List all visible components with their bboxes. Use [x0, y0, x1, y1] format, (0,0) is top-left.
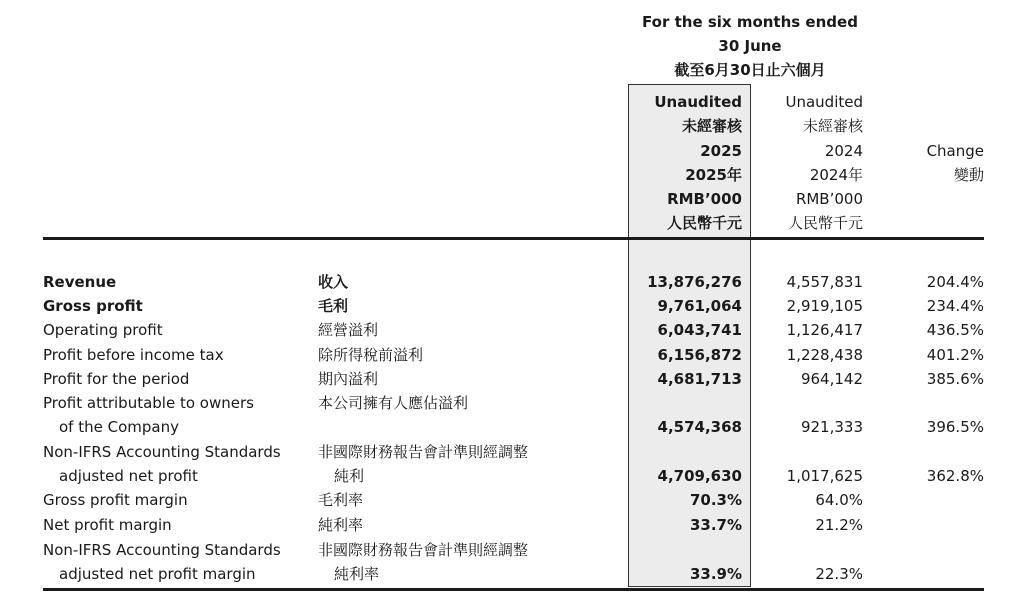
table-row-non-ifrs-net-profit [0, 464, 1032, 488]
value-2025: 13,876,276 [647, 273, 742, 291]
row-label-zh: 毛利率 [318, 491, 364, 509]
col-2024-status: Unaudited [785, 93, 863, 111]
row-label-zh-cont: 純利率 [334, 565, 380, 583]
value-2024: 64.0% [815, 491, 863, 509]
value-2025: 33.7% [689, 516, 742, 534]
col-2025-unit: RMB’000 [667, 190, 742, 208]
value-2024: 964,142 [800, 370, 863, 388]
value-2024: 1,228,438 [786, 346, 863, 364]
value-change: 396.5% [926, 418, 984, 436]
header-rule [43, 237, 984, 240]
row-label-zh: 收入 [318, 273, 349, 291]
table-row-profit-for-period [0, 367, 1032, 391]
row-label-zh: 本公司擁有人應佔溢利 [318, 394, 469, 412]
value-change: 436.5% [926, 321, 984, 339]
col-change-label-zh: 變動 [953, 166, 984, 184]
table-row-profit-before-tax [0, 343, 1032, 367]
col-2025-status: Unaudited [654, 93, 742, 111]
value-2024: 22.3% [815, 565, 863, 583]
table-row-non-ifrs-net-margin [0, 562, 1032, 586]
value-2024: 921,333 [800, 418, 863, 436]
col-2024-status-zh: 未經審核 [802, 117, 863, 135]
value-change: 385.6% [926, 370, 984, 388]
row-label-zh: 非國際財務報告會計準則經調整 [318, 541, 529, 559]
row-label-zh: 經營溢利 [318, 321, 379, 339]
col-2025-year: 2025 [700, 142, 742, 160]
row-label-en-cont: adjusted net profit margin [59, 565, 256, 583]
row-label-zh: 毛利 [318, 297, 349, 315]
table-row-gross-profit [0, 294, 1032, 318]
table-row-attributable-label [0, 391, 1032, 415]
value-2025: 4,574,368 [657, 418, 742, 436]
col-2024-unit: RMB’000 [795, 190, 863, 208]
table-row-profit-attributable [0, 415, 1032, 439]
period-header-line1: For the six months ended [642, 13, 858, 31]
value-2025: 70.3% [689, 491, 742, 509]
table-row-revenue [0, 270, 1032, 294]
row-label-en: Profit before income tax [43, 346, 224, 364]
row-label-zh: 除所得稅前溢利 [318, 346, 424, 364]
value-2024: 1,126,417 [786, 321, 863, 339]
table-row-net-margin [0, 513, 1032, 537]
value-2025: 6,043,741 [657, 321, 742, 339]
table-row-gross-margin [0, 488, 1032, 512]
table-row-non-ifrs-label [0, 440, 1032, 464]
value-change: 362.8% [926, 467, 984, 485]
row-label-en: Non-IFRS Accounting Standards [43, 443, 281, 461]
period-header-line2: 30 June [718, 37, 782, 55]
table-row-non-ifrs-margin-label [0, 538, 1032, 562]
table-row-operating-profit [0, 318, 1032, 342]
row-label-en: Net profit margin [43, 516, 172, 534]
value-2024: 1,017,625 [786, 467, 863, 485]
value-2025: 4,681,713 [657, 370, 742, 388]
value-2025: 9,761,064 [657, 297, 742, 315]
row-label-en: Gross profit margin [43, 491, 188, 509]
row-label-zh: 非國際財務報告會計準則經調整 [318, 443, 529, 461]
row-label-en: Non-IFRS Accounting Standards [43, 541, 281, 559]
col-2025-unit-zh: 人民幣千元 [666, 214, 742, 232]
value-change: 234.4% [926, 297, 984, 315]
col-2025-status-zh: 未經審核 [681, 117, 742, 135]
row-label-zh: 期內溢利 [318, 370, 379, 388]
row-label-en: Revenue [43, 273, 117, 291]
value-change: 204.4% [926, 273, 984, 291]
value-2025: 6,156,872 [657, 346, 742, 364]
row-label-en: Profit for the period [43, 370, 190, 388]
row-label-zh-cont: 純利 [334, 467, 365, 485]
period-header-line3: 截至6月30日止六個月 [674, 61, 826, 79]
value-change: 401.2% [926, 346, 984, 364]
col-2024-year: 2024 [824, 142, 863, 160]
col-2024-unit-zh: 人民幣千元 [787, 214, 863, 232]
row-label-en: Gross profit [43, 297, 143, 315]
value-2024: 2,919,105 [786, 297, 863, 315]
row-label-zh: 純利率 [318, 516, 364, 534]
row-label-en-cont: adjusted net profit [59, 467, 198, 485]
footer-rule [43, 588, 984, 591]
col-2025-year-zh: 2025年 [685, 166, 742, 184]
row-label-en: Profit attributable to owners [43, 394, 254, 412]
col-change-label: Change [926, 142, 984, 160]
col-2024-year-zh: 2024年 [809, 166, 863, 184]
value-2024: 21.2% [815, 516, 863, 534]
value-2025: 33.9% [689, 565, 742, 583]
row-label-en: Operating profit [43, 321, 163, 339]
value-2025: 4,709,630 [657, 467, 742, 485]
row-label-en-cont: of the Company [59, 418, 179, 436]
value-2024: 4,557,831 [786, 273, 863, 291]
